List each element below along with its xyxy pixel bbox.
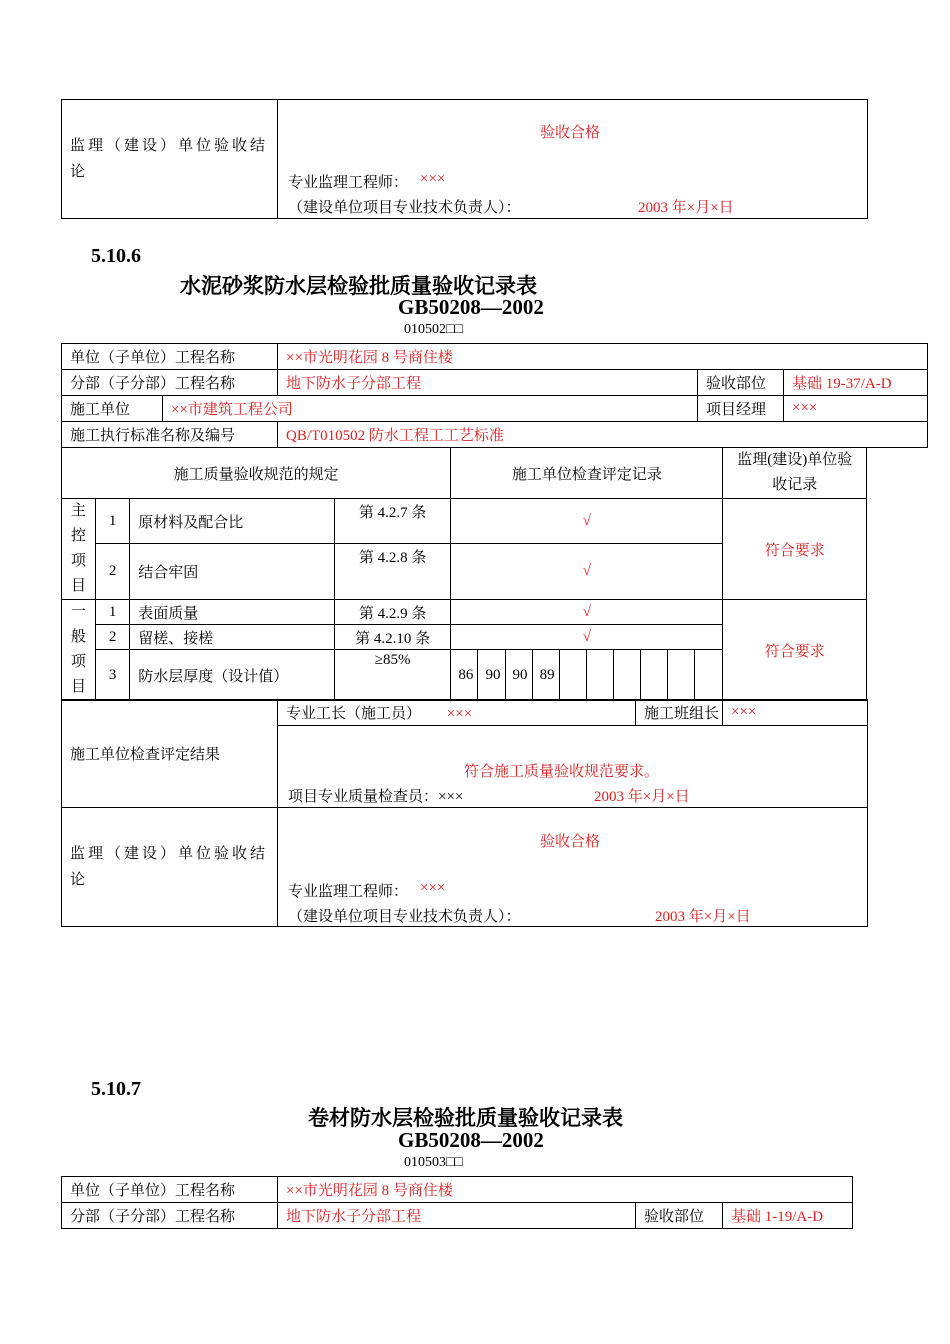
thickness-value-1: 86 xyxy=(451,650,478,701)
s7-unit-label: 单位（子单位）工程名称 xyxy=(62,1177,278,1203)
section6-code: 010502□□ xyxy=(404,322,463,337)
s6-manager-label: 项目经理 xyxy=(698,396,784,422)
section6-number: 5.10.6 xyxy=(91,245,141,267)
s6-constructor-label: 施工单位 xyxy=(62,396,163,422)
s6-main-2-clause: 第 4.2.8 条 xyxy=(334,544,450,600)
s6-main-1-no: 1 xyxy=(96,499,130,544)
s6-main-group: 主控项目 xyxy=(62,499,96,600)
s6-gen-2-clause: 第 4.2.10 条 xyxy=(334,625,450,650)
s6-foreman-value: ××× xyxy=(446,706,473,722)
s6-main-result: 符合要求 xyxy=(723,499,867,600)
top-conclusion-result: 验收合格 xyxy=(540,125,601,141)
s6-engineer-label: 专业监理工程师： xyxy=(288,884,409,900)
section7-title: 卷材防水层检验批质量验收记录表 xyxy=(308,1106,623,1130)
thickness-empty xyxy=(559,650,586,701)
s6-gen-2-record: √ xyxy=(451,625,723,650)
s6-conclusion-label: 监理（建设）单位验收结论 xyxy=(62,808,278,927)
top-owner-label: （建设单位项目专业技术负责人）： xyxy=(288,200,521,216)
s7-part-label: 验收部位 xyxy=(636,1203,723,1229)
thickness-empty xyxy=(613,650,640,701)
s6-gen-3-clause: ≥85% xyxy=(334,650,450,701)
section6-title: 水泥砂浆防水层检验批质量验收记录表 xyxy=(180,274,537,298)
s6-gen-1-clause: 第 4.2.9 条 xyxy=(334,600,450,625)
s6-col-supervision: 监理(建设)单位验收记录 xyxy=(723,448,867,499)
s6-main-2-no: 2 xyxy=(96,544,130,600)
s6-main-1-record: √ xyxy=(451,499,723,544)
top-conclusion-cell xyxy=(278,100,868,219)
s6-engineer-value: ××× xyxy=(420,880,446,896)
s6-std-label: 施工执行标准名称及编号 xyxy=(62,422,278,448)
s6-constructor-value: ××市建筑工程公司 xyxy=(163,396,698,422)
s6-gen-2-name: 留槎、接槎 xyxy=(130,625,335,650)
thickness-empty xyxy=(695,650,723,701)
section7-number: 5.10.7 xyxy=(91,1078,141,1100)
section7-standard: GB50208—2002 xyxy=(398,1128,544,1152)
section7-code: 010503□□ xyxy=(404,1155,463,1170)
s7-unit-value: ××市光明花园 8 号商住楼 xyxy=(278,1177,853,1203)
s6-conclusion-date: 2003 年×月×日 xyxy=(655,909,751,925)
section6-items-table xyxy=(61,447,867,701)
s6-team-label: 施工班组长 xyxy=(636,700,723,726)
s6-general-group: 一般项目 xyxy=(62,600,96,701)
top-engineer-label: 专业监理工程师： xyxy=(288,175,409,191)
section7-header-table xyxy=(61,1176,853,1229)
s6-general-result: 符合要求 xyxy=(723,600,867,701)
s7-division-value: 地下防水子分部工程 xyxy=(278,1203,636,1229)
s6-gen-2-no: 2 xyxy=(96,625,130,650)
top-conclusion-label: 监理（建设）单位验收结论 xyxy=(62,100,278,219)
s6-check-date: 2003 年×月×日 xyxy=(594,789,690,805)
s6-manager-value: ××× xyxy=(784,396,928,422)
thickness-value-3: 90 xyxy=(505,650,532,701)
s6-check-result: 符合施工质量验收规范要求。 xyxy=(464,764,660,780)
s6-conclusion-cell xyxy=(278,808,868,927)
s6-gen-1-no: 1 xyxy=(96,600,130,625)
s6-part-label: 验收部位 xyxy=(698,370,784,396)
s6-main-1-clause: 第 4.2.7 条 xyxy=(334,499,450,544)
s6-conclusion-result: 验收合格 xyxy=(540,834,601,850)
top-engineer-value: ××× xyxy=(420,171,446,187)
thickness-value-4: 89 xyxy=(532,650,559,701)
top-conclusion-table xyxy=(61,99,868,219)
s6-check-label: 施工单位检查评定结果 xyxy=(62,700,278,808)
s6-unit-label: 单位（子单位）工程名称 xyxy=(62,344,278,370)
s6-main-1-name: 原材料及配合比 xyxy=(130,499,335,544)
section6-standard: GB50208—2002 xyxy=(398,295,544,319)
s6-unit-value: ××市光明花园 8 号商住楼 xyxy=(278,344,928,370)
s6-col-record: 施工单位检查评定记录 xyxy=(451,448,723,499)
s6-foreman-label: 专业工长（施工员） xyxy=(286,706,422,722)
s6-main-2-record: √ xyxy=(451,544,723,600)
s6-foreman-cell xyxy=(278,700,636,726)
s6-std-value: QB/T010502 防水工程工工艺标准 xyxy=(278,422,928,448)
s6-inspector-label: 项目专业质量检查员：××× xyxy=(288,789,464,805)
s6-division-value: 地下防水子分部工程 xyxy=(278,370,698,396)
s6-team-value: ××× xyxy=(723,700,868,726)
s7-part-value: 基础 1-19/A-D xyxy=(723,1203,853,1229)
s6-owner-label: （建设单位项目专业技术负责人）： xyxy=(288,909,521,925)
s6-gen-1-name: 表面质量 xyxy=(130,600,335,625)
s6-division-label: 分部（子分部）工程名称 xyxy=(62,370,278,396)
s6-gen-3-name: 防水层厚度（设计值） xyxy=(130,650,335,701)
top-date: 2003 年×月×日 xyxy=(638,200,734,216)
thickness-empty xyxy=(641,650,668,701)
s6-main-2-name: 结合牢固 xyxy=(130,544,335,600)
s6-gen-1-record: √ xyxy=(451,600,723,625)
thickness-value-2: 90 xyxy=(478,650,505,701)
thickness-empty xyxy=(586,650,613,701)
s6-gen-3-no: 3 xyxy=(96,650,130,701)
thickness-empty xyxy=(668,650,695,701)
section6-header-table xyxy=(61,343,928,448)
s6-part-value: 基础 19-37/A-D xyxy=(784,370,928,396)
s6-check-cell xyxy=(278,726,868,808)
s6-col-spec: 施工质量验收规范的规定 xyxy=(62,448,451,499)
s7-division-label: 分部（子分部）工程名称 xyxy=(62,1203,278,1229)
section6-check-table xyxy=(61,699,868,808)
section6-conclusion-table xyxy=(61,807,868,927)
